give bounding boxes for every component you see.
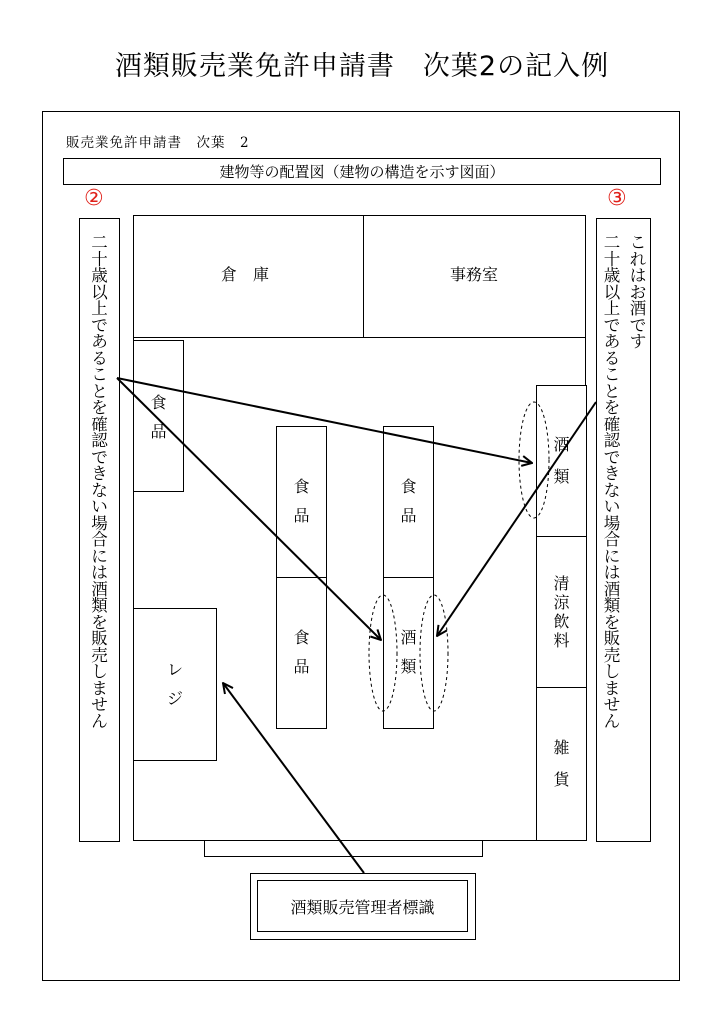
- vertical-char: し: [603, 662, 621, 681]
- vertical-char: き: [91, 464, 108, 483]
- highlight-liquor-wall: [519, 402, 549, 518]
- vertical-char: こ: [91, 365, 108, 384]
- vertical-char: し: [91, 662, 108, 681]
- vertical-char: 二: [603, 233, 621, 252]
- vertical-char: 食: [293, 628, 310, 648]
- vertical-char: 雑: [553, 738, 570, 757]
- vertical-char: い: [603, 497, 621, 516]
- office-label: 事務室: [449, 264, 498, 284]
- vertical-char: せ: [91, 695, 108, 714]
- vertical-char: 品: [400, 506, 417, 525]
- vertical-char: 合: [603, 530, 621, 549]
- vertical-char: 十: [603, 249, 621, 269]
- vertical-char: 認: [603, 431, 621, 450]
- vertical-char: な: [603, 480, 621, 500]
- highlight-liquor-center-left: [369, 595, 397, 711]
- vertical-char: 場: [603, 513, 621, 533]
- vertical-char: ん: [91, 711, 108, 731]
- vertical-char: 販: [91, 629, 108, 648]
- vertical-char: 類: [603, 596, 621, 615]
- vertical-char: 売: [603, 645, 621, 665]
- vertical-char: 以: [603, 282, 621, 302]
- vertical-char: は: [629, 266, 647, 285]
- vertical-char: あ: [603, 332, 621, 351]
- arrow-sign-to-register: [223, 683, 364, 873]
- vertical-char: 食: [293, 477, 310, 497]
- vertical-char: 涼: [553, 592, 570, 612]
- vertical-char: を: [91, 612, 108, 632]
- vertical-char: 場: [91, 513, 108, 533]
- vertical-char: で: [603, 315, 621, 335]
- vertical-char: で: [91, 447, 108, 467]
- vertical-char: ジ: [166, 688, 183, 708]
- arrow-left-notice-to-wall: [117, 378, 532, 463]
- vertical-char: 酒: [629, 299, 647, 318]
- layout-title: 建物等の配置図（建物の構造を示す図面）: [63, 158, 661, 185]
- arrow-right-notice-to-center: [437, 402, 596, 636]
- vertical-char: レ: [166, 659, 183, 679]
- vertical-char: 合: [91, 530, 108, 549]
- vertical-char: こ: [629, 233, 647, 252]
- vertical-char: 類: [400, 657, 417, 676]
- vertical-char: に: [603, 546, 621, 566]
- vertical-char: れ: [629, 249, 647, 269]
- highlight-liquor-center-right: [420, 595, 448, 711]
- vertical-char: ま: [91, 678, 108, 698]
- vertical-char: ん: [603, 711, 621, 731]
- vertical-char: 類: [91, 596, 108, 615]
- vertical-char: 上: [603, 299, 621, 318]
- vertical-char: 以: [91, 282, 108, 302]
- vertical-char: き: [603, 464, 621, 483]
- vertical-char: 飲: [553, 612, 570, 631]
- page-title: 酒類販売業免許申請書 次葉2の記入例: [114, 51, 610, 82]
- vertical-char: 類: [553, 467, 570, 486]
- vertical-char: 販: [603, 629, 621, 648]
- vertical-char: 売: [91, 645, 108, 665]
- vertical-char: 食: [400, 477, 417, 497]
- vertical-char: 酒: [553, 435, 570, 454]
- vertical-char: る: [91, 348, 108, 368]
- vertical-char: 酒: [400, 628, 417, 648]
- vertical-char: 酒: [91, 579, 108, 599]
- vertical-char: す: [629, 332, 647, 351]
- vertical-char: 二: [91, 233, 108, 252]
- vertical-char: を: [91, 398, 108, 417]
- vertical-char: は: [603, 563, 621, 582]
- vertical-char: る: [603, 348, 621, 368]
- vertical-char: 酒: [603, 579, 621, 599]
- vertical-char: ま: [603, 678, 621, 698]
- vertical-char: お: [629, 282, 647, 302]
- vertical-char: 歳: [603, 266, 621, 285]
- vertical-char: と: [91, 381, 108, 401]
- vertical-char: 料: [553, 631, 570, 651]
- vertical-char: 確: [91, 414, 108, 434]
- marker-3: ③: [607, 186, 627, 211]
- vertical-char: い: [91, 497, 108, 516]
- vertical-char: を: [603, 612, 621, 632]
- vertical-char: 品: [293, 506, 310, 525]
- vertical-char: 認: [91, 431, 108, 450]
- warehouse-label: 倉 庫: [220, 264, 269, 284]
- vertical-char: 十: [91, 249, 108, 269]
- vertical-char: 上: [91, 299, 108, 318]
- vertical-char: で: [603, 447, 621, 467]
- vertical-char: せ: [603, 695, 621, 714]
- vertical-char: 品: [293, 657, 310, 676]
- vertical-char: は: [91, 563, 108, 582]
- vertical-char: 品: [150, 421, 167, 441]
- form-header: 販売業免許申請書 次葉 2: [66, 135, 250, 151]
- vertical-char: で: [91, 315, 108, 335]
- vertical-char: に: [91, 546, 108, 566]
- vertical-char: な: [91, 480, 108, 500]
- arrow-left-notice-to-center: [117, 378, 381, 640]
- vertical-char: 食: [150, 393, 167, 412]
- marker-2: ②: [84, 186, 104, 211]
- vertical-char: 清: [553, 573, 570, 593]
- vertical-char: 貨: [553, 770, 570, 789]
- manager-sign: 酒類販売管理者標識: [257, 880, 468, 932]
- vertical-char: こ: [603, 365, 621, 384]
- vertical-char: 確: [603, 414, 621, 434]
- vertical-char: で: [629, 315, 647, 335]
- vertical-char: あ: [91, 332, 108, 351]
- vertical-char: と: [603, 381, 621, 401]
- vertical-char: を: [603, 398, 621, 417]
- vertical-char: 歳: [91, 266, 108, 285]
